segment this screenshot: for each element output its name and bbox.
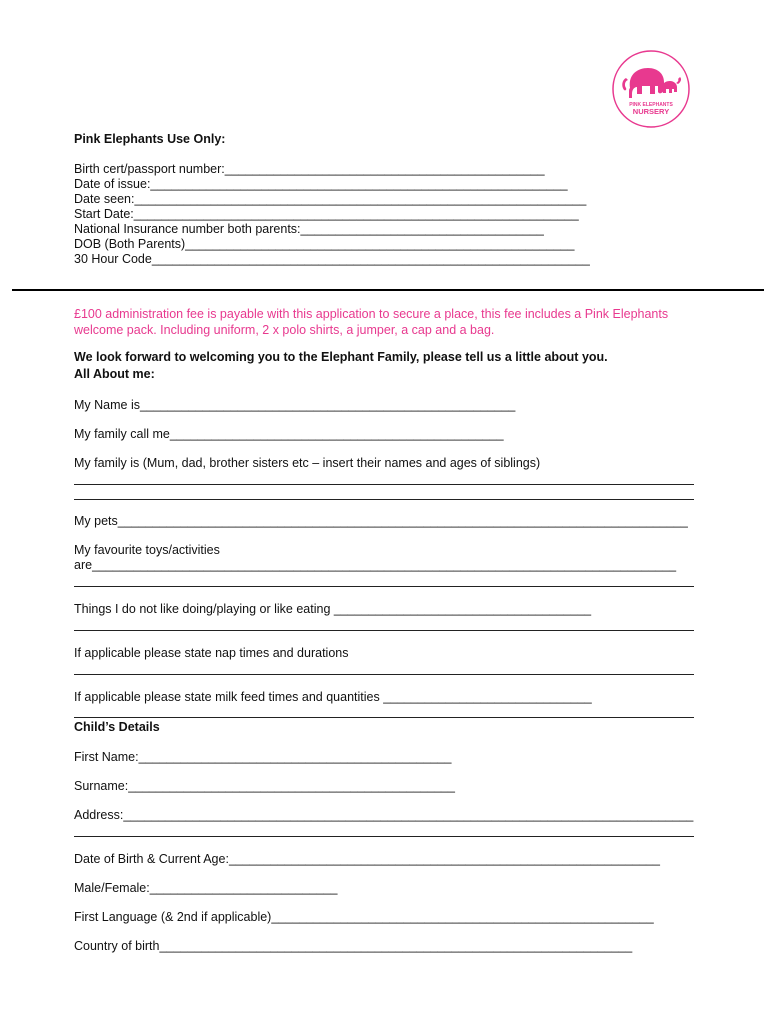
family-line-2[interactable] [74,499,694,500]
toys-line-2[interactable] [74,586,694,587]
all-about-me-heading: All About me: [74,367,155,381]
nap-times-line[interactable] [74,674,694,675]
family-call-me-field[interactable]: My family call me________________________________________________ [74,427,504,441]
address-field[interactable]: Address:__________________________________________________________________________________ [74,808,694,822]
office-heading: Pink Elephants Use Only: [74,132,226,146]
birth-cert-field[interactable]: Birth cert/passport number:______________________________________________ [74,162,545,176]
thirty-hour-code-field[interactable]: 30 Hour Code_______________________________________________________________ [74,252,590,266]
address-line-2[interactable] [74,836,694,837]
dislikes-line-2[interactable] [74,630,694,631]
elephant-icon [612,50,690,128]
surname-field[interactable]: Surname:_______________________________________________ [74,779,455,793]
start-date-field[interactable]: Start Date:________________________________________________________________ [74,207,579,221]
my-name-field[interactable]: My Name is______________________________________________________ [74,398,516,412]
milk-feed-line-2[interactable] [74,717,694,718]
family-is-label: My family is (Mum, dad, brother sisters etc – insert their names and ages of siblings) [74,456,541,470]
milk-feed-field[interactable]: If applicable please state milk feed times and quantities ______________________________ [74,690,592,704]
dob-parents-field[interactable]: DOB (Both Parents)________________________________________________________ [74,237,575,251]
ni-number-field[interactable]: National Insurance number both parents:___________________________________ [74,222,544,236]
section-divider [12,289,764,291]
childs-details-heading: Child’s Details [74,720,160,734]
favourite-toys-field[interactable]: are____________________________________________________________________________________ [74,558,677,572]
intro-line: We look forward to welcoming you to the Elephant Family, please tell us a little about you. [74,350,608,364]
office-fields [74,162,590,267]
country-of-birth-field[interactable]: Country of birth____________________________________________________________________ [74,939,633,953]
date-seen-field[interactable]: Date seen:_________________________________________________________________ [74,192,587,206]
nap-times-label: If applicable please state nap times and durations [74,646,349,660]
date-of-issue-field[interactable]: Date of issue:____________________________________________________________ [74,177,568,191]
fee-notice: £100 administration fee is payable with this application to secure a place, this fee includes a Pink Elephants welcome pack. Including uniform, 2 x polo shirts, a jumper, a cap and a bag. [74,307,669,337]
logo-line2: NURSERY [632,107,670,116]
logo-line1: PINK ELEPHANTS [629,102,673,108]
favourite-toys-label: My favourite toys/activities [74,543,220,557]
male-female-field[interactable]: Male/Female:___________________________ [74,881,338,895]
my-pets-field[interactable]: My pets__________________________________________________________________________________ [74,514,688,528]
dislikes-field[interactable]: Things I do not like doing/playing or like eating _____________________________________ [74,602,592,616]
dob-age-field[interactable]: Date of Birth & Current Age:______________________________________________________________ [74,852,660,866]
first-language-field[interactable]: First Language (& 2nd if applicable)_______________________________________________________ [74,910,654,924]
nursery-logo [612,50,690,128]
first-name-field[interactable]: First Name:_____________________________________________ [74,750,452,764]
family-line-1[interactable] [74,484,694,485]
